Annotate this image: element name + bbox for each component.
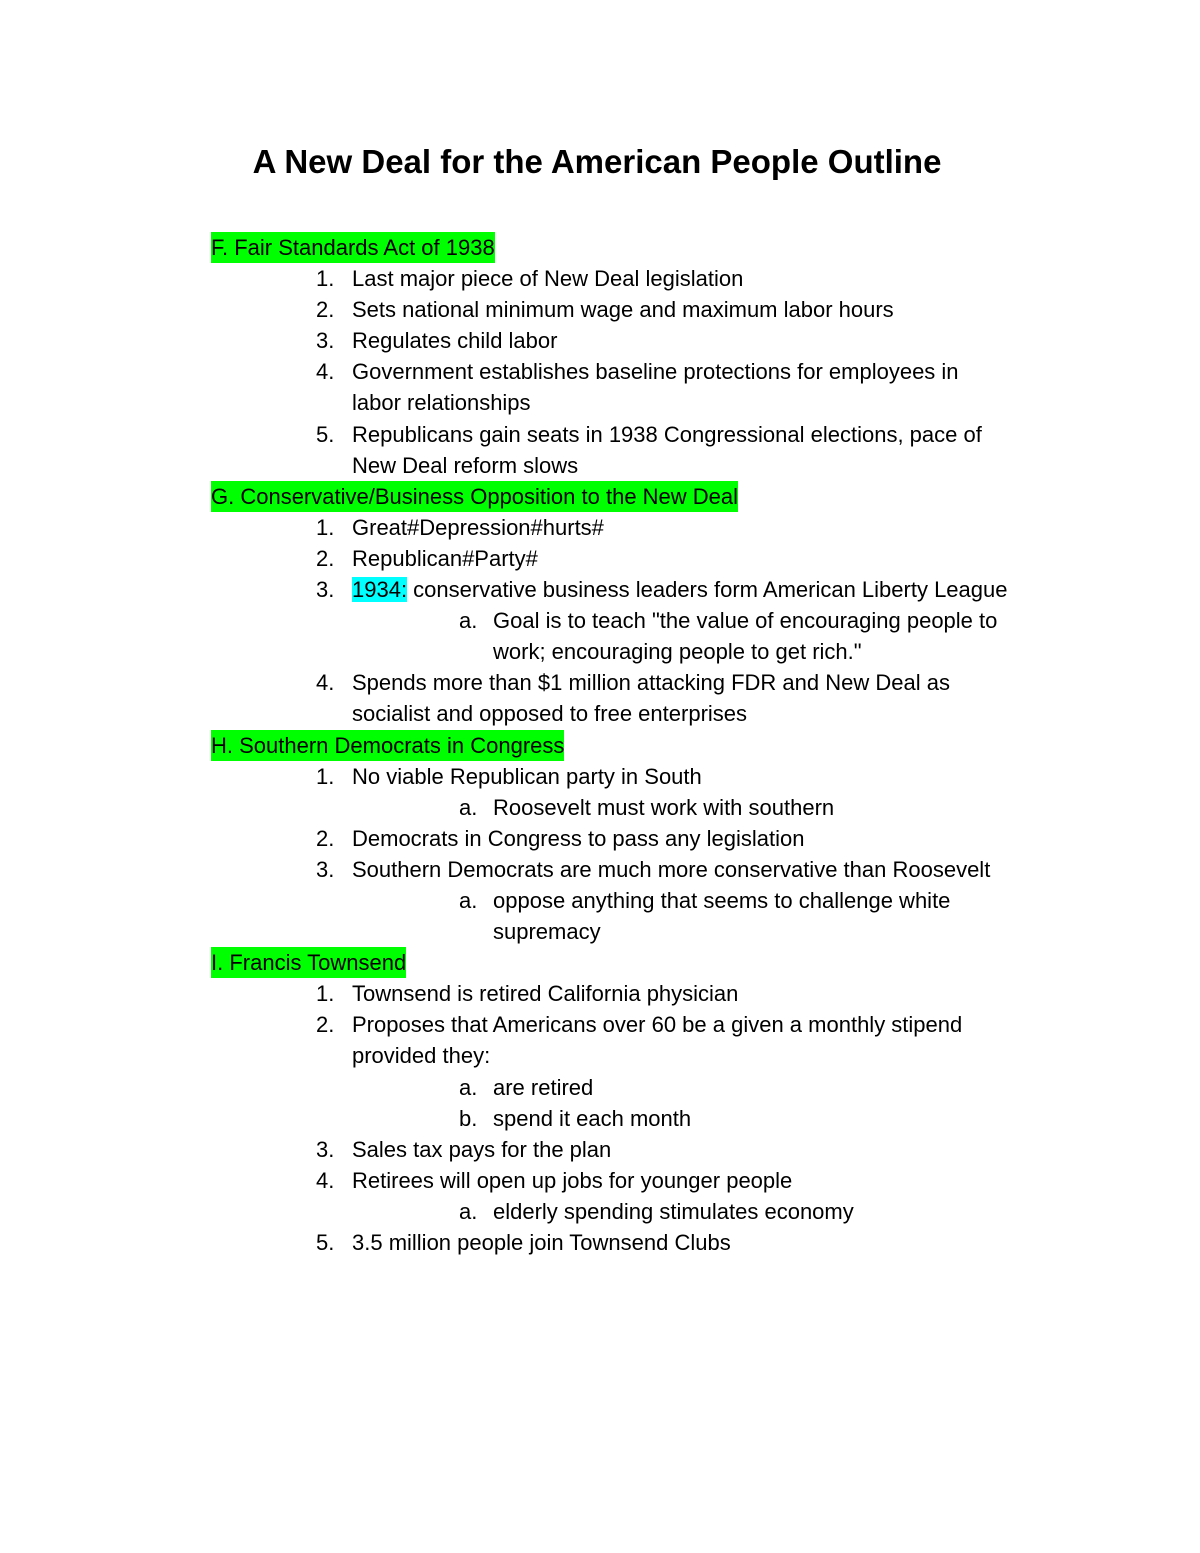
sub-list-item <box>0 605 1200 636</box>
list-item <box>0 1009 1200 1040</box>
list-item <box>0 1134 1200 1165</box>
list-marker: a. <box>459 608 478 634</box>
list-item-text: Sales tax pays for the plan <box>352 1136 612 1162</box>
list-item <box>0 761 1200 792</box>
sub-list-item <box>0 1103 1200 1134</box>
list-item <box>0 1227 1200 1258</box>
list-item <box>0 450 1200 481</box>
list-marker: a. <box>459 1198 478 1224</box>
section-heading-text: F. Fair Standards Act of 1938 <box>211 232 495 263</box>
list-marker: 2. <box>316 1012 335 1038</box>
list-marker: 1. <box>316 981 335 1007</box>
list-marker: 3. <box>316 1136 335 1162</box>
list-item-text: No viable Republican party in South <box>352 763 702 789</box>
sub-list-item <box>0 1072 1200 1103</box>
page-title <box>0 140 1200 184</box>
list-marker: 3. <box>316 577 335 603</box>
list-marker: 2. <box>316 297 335 323</box>
list-marker: 2. <box>316 545 335 571</box>
section-heading-text: H. Southern Democrats in Congress <box>211 730 564 761</box>
list-item-text: Retirees will open up jobs for younger people <box>352 1167 793 1193</box>
list-item-text: Townsend is retired California physician <box>352 981 739 1007</box>
list-item <box>0 574 1200 605</box>
list-marker: 5. <box>316 421 335 447</box>
sub-list-item <box>0 916 1200 947</box>
list-item-text <box>352 574 1008 605</box>
list-item <box>0 387 1200 418</box>
list-marker: 3. <box>316 328 335 354</box>
list-item <box>0 854 1200 885</box>
list-item-text: Democrats in Congress to pass any legislation <box>352 825 805 851</box>
list-item-text: Republican#Party# <box>352 545 538 571</box>
list-marker: 2. <box>316 825 335 851</box>
list-item <box>0 325 1200 356</box>
section-heading-text: I. Francis Townsend <box>211 947 406 978</box>
list-item-text: Last major piece of New Deal legislation <box>352 266 744 292</box>
list-item-text: Proposes that Americans over 60 be a given a monthly stipend <box>352 1012 963 1038</box>
section-heading <box>0 232 1200 263</box>
list-item <box>0 263 1200 294</box>
list-marker: 4. <box>316 359 335 385</box>
section-heading <box>0 730 1200 761</box>
list-item-text: New Deal reform slows <box>352 452 579 478</box>
list-item-text: 3.5 million people join Townsend Clubs <box>352 1230 731 1255</box>
list-marker: a. <box>459 794 478 820</box>
list-item-text: provided they: <box>352 1043 491 1069</box>
list-marker: 1. <box>316 266 335 292</box>
section-heading-text: G. Conservative/Business Opposition to the New Deal <box>211 481 738 512</box>
list-marker: 1. <box>316 514 335 540</box>
list-item <box>0 543 1200 574</box>
list-item-text: Southern Democrats are much more conservative than Roosevelt <box>352 856 991 882</box>
list-item-text: work; encouraging people to get rich." <box>493 639 862 665</box>
list-item-text: Great#Depression#hurts# <box>352 514 604 540</box>
list-marker: 4. <box>316 670 335 696</box>
list-item-text: Government establishes baseline protections for employees in <box>352 359 959 385</box>
list-item-text: oppose anything that seems to challenge white <box>493 887 951 913</box>
date-highlight: 1934: <box>352 577 408 603</box>
list-item-text: socialist and opposed to free enterprises <box>352 701 748 727</box>
list-item-text: elderly spending stimulates economy <box>493 1198 854 1224</box>
list-marker: 3. <box>316 856 335 882</box>
list-marker: a. <box>459 887 478 913</box>
list-item-text: labor relationships <box>352 390 531 416</box>
list-marker: a. <box>459 1074 478 1100</box>
list-item <box>0 512 1200 543</box>
sub-list-item <box>0 792 1200 823</box>
list-marker: 4. <box>316 1167 335 1193</box>
sub-list-item <box>0 636 1200 667</box>
title-text: A New Deal for the American People Outline <box>252 143 942 180</box>
list-item-text: Republicans gain seats in 1938 Congressional elections, pace of <box>352 421 982 447</box>
list-item <box>0 978 1200 1009</box>
list-item-rest-text: conservative business leaders form American Liberty League <box>407 577 1008 603</box>
outline <box>0 232 1200 1258</box>
sub-list-item <box>0 1196 1200 1227</box>
list-item <box>0 1165 1200 1196</box>
list-item <box>0 356 1200 387</box>
list-item-text: Sets national minimum wage and maximum labor hours <box>352 297 894 323</box>
list-item-text: are retired <box>493 1074 594 1100</box>
list-item <box>0 667 1200 698</box>
sub-list-item <box>0 885 1200 916</box>
list-marker: b. <box>459 1105 478 1131</box>
section-heading <box>0 947 1200 978</box>
section-heading <box>0 481 1200 512</box>
list-item <box>0 419 1200 450</box>
list-item-text: Roosevelt must work with southern <box>493 794 835 820</box>
list-item <box>0 698 1200 729</box>
list-item-text: supremacy <box>493 919 601 945</box>
list-marker: 5. <box>316 1230 335 1255</box>
list-item <box>0 823 1200 854</box>
list-item-text: spend it each month <box>493 1105 692 1131</box>
list-item <box>0 294 1200 325</box>
list-marker: 1. <box>316 763 335 789</box>
list-item-text: Spends more than $1 million attacking FDR and New Deal as <box>352 670 950 696</box>
list-item-text: Regulates child labor <box>352 328 558 354</box>
list-item-text: Goal is to teach "the value of encouraging people to <box>493 608 998 634</box>
list-item <box>0 1040 1200 1071</box>
